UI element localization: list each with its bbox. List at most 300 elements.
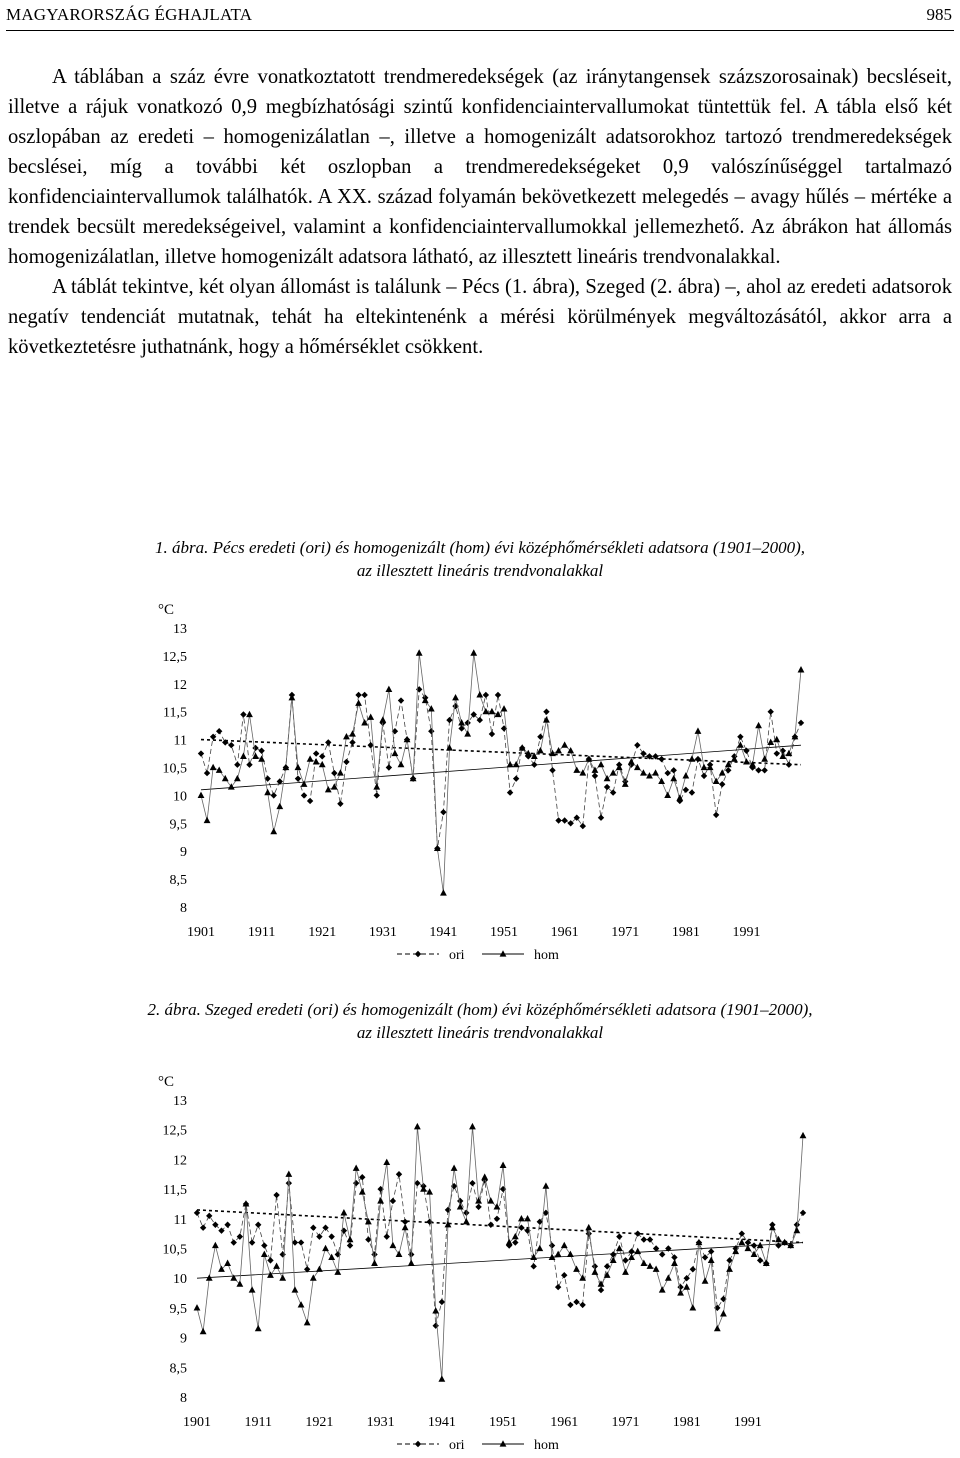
data-point-hom bbox=[567, 747, 574, 753]
data-point-ori bbox=[371, 1251, 377, 1257]
data-point-hom bbox=[325, 786, 332, 792]
data-point-hom bbox=[585, 1224, 592, 1230]
data-point-ori bbox=[798, 720, 804, 726]
data-point-hom bbox=[367, 713, 374, 719]
data-point-ori bbox=[258, 748, 264, 754]
data-point-hom bbox=[683, 1283, 690, 1289]
data-point-hom bbox=[341, 1209, 348, 1215]
x-tick-label: 1901 bbox=[183, 1415, 211, 1430]
data-point-ori bbox=[428, 728, 434, 734]
data-point-hom bbox=[640, 769, 647, 775]
data-point-hom bbox=[337, 769, 344, 775]
data-point-ori bbox=[689, 789, 695, 795]
data-point-hom bbox=[695, 727, 702, 733]
x-tick-label: 1971 bbox=[611, 1415, 640, 1430]
data-point-ori bbox=[507, 789, 513, 795]
data-point-hom bbox=[524, 1215, 531, 1221]
data-point-ori bbox=[440, 809, 446, 815]
data-point-hom bbox=[246, 711, 253, 717]
page-number: 985 bbox=[926, 5, 952, 24]
data-point-hom bbox=[676, 794, 683, 800]
data-point-hom bbox=[659, 1286, 666, 1292]
data-point-ori bbox=[580, 823, 586, 829]
x-tick-label: 1991 bbox=[732, 925, 761, 940]
data-point-hom bbox=[270, 828, 277, 834]
data-point-hom bbox=[464, 730, 471, 736]
data-point-hom bbox=[779, 753, 786, 759]
data-point-hom bbox=[258, 755, 265, 761]
data-point-hom bbox=[313, 758, 320, 764]
x-tick-label: 1981 bbox=[671, 925, 700, 940]
y-tick-label: 12,5 bbox=[162, 1123, 187, 1139]
data-point-ori bbox=[634, 742, 640, 748]
y-tick-label: 12 bbox=[173, 677, 187, 693]
data-point-hom bbox=[240, 753, 247, 759]
x-tick-label: 1941 bbox=[427, 1415, 456, 1430]
data-point-hom bbox=[249, 1286, 256, 1292]
data-point-ori bbox=[353, 1180, 359, 1186]
data-point-ori bbox=[273, 1192, 279, 1198]
page-header bbox=[6, 0, 954, 31]
chart-pecs bbox=[0, 592, 960, 972]
y-tick-label: 12 bbox=[173, 1153, 187, 1169]
x-tick-label: 1911 bbox=[244, 1415, 272, 1430]
data-point-hom bbox=[347, 1236, 354, 1242]
data-point-hom bbox=[212, 1242, 219, 1248]
data-point-ori bbox=[279, 1251, 285, 1257]
y-unit-label: °C bbox=[157, 1074, 175, 1090]
data-point-hom bbox=[200, 1328, 207, 1334]
caption-text-line2: az illesztett lineáris trendvonalakkal bbox=[356, 1023, 604, 1042]
data-point-hom bbox=[470, 649, 477, 655]
data-point-ori bbox=[246, 762, 252, 768]
x-tick-label: 1901 bbox=[187, 925, 215, 940]
data-point-hom bbox=[392, 750, 399, 756]
data-point-ori bbox=[396, 1171, 402, 1177]
data-point-ori bbox=[743, 748, 749, 754]
data-point-hom bbox=[689, 1304, 696, 1310]
data-point-ori bbox=[555, 817, 561, 823]
data-point-ori bbox=[439, 1299, 445, 1305]
data-point-hom bbox=[536, 1245, 543, 1251]
data-point-hom bbox=[416, 649, 423, 655]
data-point-hom bbox=[194, 1304, 201, 1310]
data-point-ori bbox=[301, 792, 307, 798]
data-point-ori bbox=[224, 1222, 230, 1228]
data-point-ori bbox=[433, 1323, 439, 1329]
data-point-ori bbox=[475, 1204, 481, 1210]
data-point-hom bbox=[216, 766, 223, 772]
x-tick-label: 1951 bbox=[490, 925, 519, 940]
data-point-ori bbox=[713, 812, 719, 818]
data-point-hom bbox=[579, 769, 586, 775]
data-point-hom bbox=[301, 780, 308, 786]
data-point-hom bbox=[507, 761, 514, 767]
x-tick-label: 1931 bbox=[366, 1415, 395, 1430]
data-point-ori bbox=[737, 734, 743, 740]
data-point-ori bbox=[328, 1233, 334, 1239]
data-point-ori bbox=[658, 756, 664, 762]
data-point-ori bbox=[757, 1257, 763, 1263]
data-point-ori bbox=[647, 1236, 653, 1242]
data-point-ori bbox=[374, 792, 380, 798]
data-point-ori bbox=[310, 1225, 316, 1231]
data-point-ori bbox=[204, 770, 210, 776]
data-point-ori bbox=[755, 767, 761, 773]
data-point-hom bbox=[665, 1274, 672, 1280]
data-point-ori bbox=[349, 739, 355, 745]
paragraph: A táblában a száz évre vonatkoztatott trendmeredekségek (az iránytangensek százszorosainak) becsléseit, illetve a rájuk vonatkozó 0,9 megbízhatósági szintű konfidenciaintervallumokat tüntettük fel. A tábla első két oszlopában az eredeti – homogenizálatlan –, illetve a homogenizált adatsorokhoz tartozó trendmeredekségek becslései, míg a további két oszlopban a trendmeredekségeket 0,9 valószínűséggel tartalmazó konfidenciaintervallumok találhatók. A XX. század folyamán bekövetkezett melegedés – avagy hűlés – mértéke a trendek becsült meredekségeivel, valamint a konfidenciaintervallumokkal jellemezhető. Az ábrákon hat állomás homogenizálatlan, illetve homogenizált adatsora látható, az illesztett lineáris trendvonalakkal. bbox=[8, 66, 952, 268]
data-point-hom bbox=[198, 792, 205, 798]
data-point-hom bbox=[432, 1307, 439, 1313]
data-point-ori bbox=[671, 767, 677, 773]
data-point-hom bbox=[451, 1165, 458, 1171]
data-point-hom bbox=[543, 716, 550, 722]
y-tick-label: 11 bbox=[173, 733, 187, 749]
data-point-ori bbox=[561, 1272, 567, 1278]
data-point-ori bbox=[319, 753, 325, 759]
data-point-hom bbox=[426, 1188, 433, 1194]
data-point-ori bbox=[463, 1210, 469, 1216]
data-point-ori bbox=[249, 1239, 255, 1245]
data-point-ori bbox=[337, 801, 343, 807]
data-point-hom bbox=[481, 1173, 488, 1179]
y-tick-label: 8,5 bbox=[169, 873, 187, 889]
data-point-hom bbox=[622, 1268, 629, 1274]
data-point-ori bbox=[267, 1257, 273, 1263]
y-tick-label: 10,5 bbox=[162, 761, 187, 777]
data-point-hom bbox=[234, 775, 241, 781]
data-point-hom bbox=[255, 1325, 262, 1331]
data-point-ori bbox=[298, 1239, 304, 1245]
data-point-hom bbox=[495, 711, 502, 717]
y-tick-label: 9 bbox=[180, 1331, 187, 1347]
data-point-ori bbox=[695, 756, 701, 762]
data-point-hom bbox=[319, 761, 326, 767]
data-point-hom bbox=[295, 764, 302, 770]
data-point-hom bbox=[452, 694, 459, 700]
running-title: MAGYARORSZÁG ÉGHAJLATA bbox=[6, 5, 253, 24]
data-point-hom bbox=[743, 758, 750, 764]
data-point-hom bbox=[224, 1260, 231, 1266]
data-point-hom bbox=[298, 1301, 305, 1307]
data-point-ori bbox=[398, 697, 404, 703]
data-point-hom bbox=[292, 1286, 299, 1292]
data-point-hom bbox=[500, 1162, 507, 1168]
y-tick-label: 10,5 bbox=[162, 1242, 187, 1258]
legend-marker-ori bbox=[415, 951, 421, 957]
data-point-ori bbox=[659, 1251, 665, 1257]
y-tick-label: 10 bbox=[173, 1272, 187, 1288]
legend-marker-hom bbox=[500, 1440, 507, 1446]
data-point-ori bbox=[739, 1230, 745, 1236]
data-point-ori bbox=[683, 1275, 689, 1281]
data-point-hom bbox=[702, 1277, 709, 1283]
data-point-ori bbox=[206, 1213, 212, 1219]
data-point-ori bbox=[355, 692, 361, 698]
data-point-ori bbox=[325, 739, 331, 745]
data-point-hom bbox=[647, 1263, 654, 1269]
data-point-hom bbox=[610, 769, 617, 775]
y-tick-label: 11,5 bbox=[163, 1183, 187, 1199]
data-point-ori bbox=[347, 1242, 353, 1248]
y-tick-label: 11,5 bbox=[163, 705, 187, 721]
data-point-ori bbox=[761, 767, 767, 773]
data-point-ori bbox=[488, 1222, 494, 1228]
data-point-hom bbox=[671, 1260, 678, 1266]
data-point-hom bbox=[689, 755, 696, 761]
data-point-ori bbox=[604, 1263, 610, 1269]
data-point-ori bbox=[384, 1233, 390, 1239]
data-point-ori bbox=[386, 764, 392, 770]
data-point-hom bbox=[513, 761, 520, 767]
data-point-ori bbox=[592, 773, 598, 779]
data-point-hom bbox=[489, 708, 496, 714]
data-point-hom bbox=[469, 1123, 476, 1129]
data-point-ori bbox=[775, 1242, 781, 1248]
data-point-hom bbox=[446, 744, 453, 750]
x-tick-label: 1991 bbox=[733, 1415, 762, 1430]
data-point-hom bbox=[670, 775, 677, 781]
data-point-hom bbox=[646, 772, 653, 778]
data-point-ori bbox=[774, 750, 780, 756]
data-point-ori bbox=[313, 750, 319, 756]
y-tick-label: 13 bbox=[173, 622, 187, 637]
x-tick-label: 1921 bbox=[305, 1415, 334, 1430]
data-point-hom bbox=[640, 1260, 647, 1266]
figure-number: 2. ábra. bbox=[147, 1000, 201, 1019]
data-point-ori bbox=[640, 750, 646, 756]
data-point-hom bbox=[798, 666, 805, 672]
data-point-hom bbox=[708, 1257, 715, 1263]
x-tick-label: 1951 bbox=[489, 1415, 518, 1430]
body-text bbox=[8, 62, 952, 362]
data-point-ori bbox=[331, 770, 337, 776]
data-point-hom bbox=[487, 1197, 494, 1203]
data-point-ori bbox=[549, 1242, 555, 1248]
data-point-hom bbox=[408, 1260, 415, 1266]
data-point-hom bbox=[379, 716, 386, 722]
data-point-hom bbox=[279, 1274, 286, 1280]
data-point-hom bbox=[604, 775, 611, 781]
data-point-ori bbox=[690, 1266, 696, 1272]
data-point-hom bbox=[476, 691, 483, 697]
data-point-ori bbox=[513, 775, 519, 781]
data-point-ori bbox=[512, 1239, 518, 1245]
data-point-ori bbox=[494, 1216, 500, 1222]
data-point-ori bbox=[567, 1302, 573, 1308]
data-point-hom bbox=[414, 1123, 421, 1129]
x-tick-label: 1931 bbox=[368, 925, 397, 940]
data-point-hom bbox=[561, 1242, 568, 1248]
data-point-ori bbox=[255, 1222, 261, 1228]
data-point-ori bbox=[200, 1225, 206, 1231]
data-point-hom bbox=[543, 1182, 550, 1188]
data-point-hom bbox=[512, 1233, 519, 1239]
data-point-hom bbox=[755, 722, 762, 728]
legend-marker-hom bbox=[500, 950, 507, 956]
caption-text-line2: az illesztett lineáris trendvonalakkal bbox=[356, 561, 604, 580]
data-point-hom bbox=[720, 1310, 727, 1316]
data-point-hom bbox=[561, 741, 568, 747]
data-point-hom bbox=[537, 747, 544, 753]
data-point-hom bbox=[359, 1188, 366, 1194]
data-point-hom bbox=[501, 705, 508, 711]
data-point-hom bbox=[402, 1224, 409, 1230]
trend-line-ori bbox=[197, 1210, 803, 1243]
data-point-ori bbox=[549, 767, 555, 773]
legend-label-hom: hom bbox=[534, 948, 559, 963]
data-point-hom bbox=[518, 1215, 525, 1221]
data-point-hom bbox=[653, 1265, 660, 1271]
data-point-hom bbox=[353, 1165, 360, 1171]
data-point-hom bbox=[276, 803, 283, 809]
x-tick-label: 1971 bbox=[611, 925, 640, 940]
data-point-ori bbox=[573, 1299, 579, 1305]
data-point-ori bbox=[719, 781, 725, 787]
data-point-hom bbox=[371, 1260, 378, 1266]
legend-label-ori: ori bbox=[449, 1438, 465, 1453]
chart-szeged bbox=[0, 1058, 960, 1458]
data-point-hom bbox=[322, 1245, 329, 1251]
data-point-hom bbox=[230, 1274, 237, 1280]
data-point-ori bbox=[683, 787, 689, 793]
data-point-hom bbox=[343, 733, 350, 739]
figure-2-caption bbox=[40, 998, 920, 1044]
data-point-ori bbox=[234, 762, 240, 768]
data-point-hom bbox=[304, 1319, 311, 1325]
data-point-hom bbox=[385, 686, 392, 692]
y-tick-label: 9 bbox=[180, 845, 187, 861]
x-tick-label: 1981 bbox=[672, 1415, 701, 1430]
paragraph: A táblát tekintve, két olyan állomást is találunk – Pécs (1. ábra), Szeged (2. ábra) –, ahol az eredeti adatsorok negatív tendenciát mutatnak, tehát ha eltekintenénk a mérési körülmények megváltozásától, akkor arra a következtetésre juthatnánk, hogy a hőmérséklet csökkent. bbox=[8, 276, 952, 358]
data-point-hom bbox=[714, 1325, 721, 1331]
data-point-ori bbox=[555, 1284, 561, 1290]
data-point-ori bbox=[322, 1225, 328, 1231]
data-point-hom bbox=[204, 817, 211, 823]
caption-text: Pécs eredeti (ori) és homogenizált (hom) évi középhőmérsékleti adatsora (1901–2000), bbox=[212, 538, 805, 557]
x-tick-label: 1961 bbox=[550, 925, 579, 940]
data-point-ori bbox=[543, 709, 549, 715]
legend-label-ori: ori bbox=[449, 948, 465, 963]
data-point-ori bbox=[786, 762, 792, 768]
figure-number: 1. ábra. bbox=[155, 538, 209, 557]
data-point-hom bbox=[800, 1132, 807, 1138]
data-point-hom bbox=[349, 730, 356, 736]
data-point-hom bbox=[307, 755, 314, 761]
data-point-ori bbox=[483, 692, 489, 698]
data-point-hom bbox=[793, 1227, 800, 1233]
data-point-hom bbox=[285, 1170, 292, 1176]
data-point-hom bbox=[316, 1265, 323, 1271]
data-point-ori bbox=[390, 1198, 396, 1204]
y-tick-label: 8 bbox=[180, 901, 187, 916]
data-point-hom bbox=[761, 755, 768, 761]
data-point-hom bbox=[628, 758, 635, 764]
data-point-ori bbox=[489, 731, 495, 737]
data-point-ori bbox=[664, 770, 670, 776]
data-point-hom bbox=[634, 1248, 641, 1254]
data-point-ori bbox=[561, 817, 567, 823]
data-point-ori bbox=[701, 773, 707, 779]
data-point-ori bbox=[641, 1236, 647, 1242]
data-point-ori bbox=[800, 1210, 806, 1216]
data-point-ori bbox=[446, 717, 452, 723]
data-point-hom bbox=[264, 789, 271, 795]
data-point-hom bbox=[598, 761, 605, 767]
x-tick-label: 1941 bbox=[429, 925, 458, 940]
data-point-ori bbox=[579, 1302, 585, 1308]
y-tick-label: 8,5 bbox=[169, 1361, 187, 1377]
data-point-hom bbox=[664, 792, 671, 798]
data-point-ori bbox=[240, 711, 246, 717]
x-tick-label: 1921 bbox=[308, 925, 337, 940]
data-point-hom bbox=[210, 764, 217, 770]
data-point-hom bbox=[701, 764, 708, 770]
y-tick-label: 11 bbox=[173, 1212, 187, 1228]
data-point-hom bbox=[573, 1265, 580, 1271]
data-point-hom bbox=[361, 719, 368, 725]
y-tick-label: 10 bbox=[173, 789, 187, 805]
data-point-ori bbox=[316, 1233, 322, 1239]
legend-label-hom: hom bbox=[534, 1438, 559, 1453]
x-tick-label: 1961 bbox=[550, 1415, 579, 1430]
data-point-ori bbox=[307, 798, 313, 804]
data-point-hom bbox=[389, 1242, 396, 1248]
data-point-hom bbox=[377, 1197, 384, 1203]
y-tick-label: 9,5 bbox=[169, 1301, 187, 1317]
legend-marker-ori bbox=[415, 1441, 421, 1447]
data-point-hom bbox=[438, 1375, 445, 1381]
data-point-hom bbox=[592, 766, 599, 772]
data-point-ori bbox=[271, 792, 277, 798]
data-point-hom bbox=[273, 1263, 280, 1269]
data-point-hom bbox=[726, 1265, 733, 1271]
data-point-ori bbox=[231, 1239, 237, 1245]
data-point-ori bbox=[767, 709, 773, 715]
data-point-ori bbox=[261, 1242, 267, 1248]
data-point-ori bbox=[598, 815, 604, 821]
data-point-ori bbox=[252, 745, 258, 751]
data-point-hom bbox=[677, 1289, 684, 1295]
y-unit-label: °C bbox=[157, 602, 175, 618]
figure-1-caption bbox=[40, 536, 920, 582]
x-tick-label: 1911 bbox=[247, 925, 276, 940]
y-tick-label: 8 bbox=[180, 1391, 187, 1406]
data-point-hom bbox=[355, 700, 362, 706]
data-point-hom bbox=[737, 741, 744, 747]
data-point-hom bbox=[398, 761, 405, 767]
data-point-hom bbox=[383, 1159, 390, 1165]
data-point-ori bbox=[426, 1219, 432, 1225]
data-point-ori bbox=[616, 1233, 622, 1239]
data-point-ori bbox=[343, 759, 349, 765]
caption-text: Szeged eredeti (ori) és homogenizált (hom) évi középhőmérsékleti adatsora (1901–2000), bbox=[205, 1000, 813, 1019]
y-tick-label: 9,5 bbox=[169, 817, 187, 833]
data-point-ori bbox=[598, 1287, 604, 1293]
data-point-hom bbox=[682, 772, 689, 778]
y-tick-label: 12,5 bbox=[162, 649, 187, 665]
data-point-hom bbox=[591, 1268, 598, 1274]
data-point-ori bbox=[361, 692, 367, 698]
data-point-hom bbox=[767, 739, 774, 745]
data-point-hom bbox=[373, 783, 380, 789]
data-point-hom bbox=[634, 764, 641, 770]
data-point-hom bbox=[573, 766, 580, 772]
data-point-ori bbox=[228, 742, 234, 748]
data-point-ori bbox=[295, 775, 301, 781]
data-point-ori bbox=[216, 728, 222, 734]
